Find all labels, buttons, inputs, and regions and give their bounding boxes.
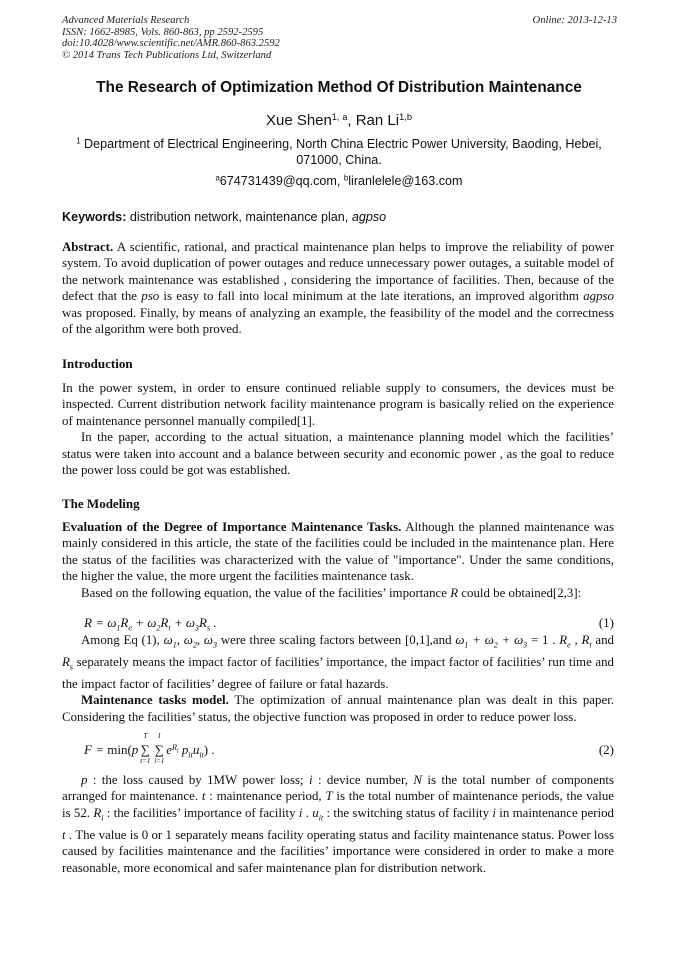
- math-symbol: N: [413, 773, 423, 787]
- equation-body: $R = \omega_1R_e + \omega_2R_t + \omega_3R_s$ .: [84, 615, 217, 633]
- journal-name: Advanced Materials Research: [62, 15, 190, 26]
- paper-title: The Research of Optimization Method Of Distribution Maintenance: [96, 79, 582, 96]
- paragraph-text: is the total number of maintenance periods, the value is 52.: [62, 789, 615, 820]
- section-heading-introduction: Introduction: [62, 356, 133, 371]
- email-line: [0, 174, 678, 188]
- affiliation-number: 1: [76, 136, 81, 146]
- author-separator: ,: [347, 112, 356, 129]
- math-symbol: t: [62, 827, 66, 842]
- author-name: Xue Shen: [265, 112, 332, 129]
- paragraph-text: were three scaling factors between [0,1],and: [216, 633, 456, 647]
- math-symbol: i: [298, 805, 303, 820]
- paragraph-text: Among Eq (1),: [81, 633, 164, 647]
- keywords: [62, 210, 386, 224]
- paragraph-text: : maintenance period,: [205, 789, 326, 804]
- email-address[interactable]: liranlelele@163.com: [348, 174, 463, 188]
- keywords-label: Keywords:: [62, 210, 127, 224]
- paragraph-text: . The value is 0 or 1 separately means facility operating status and facility maintenance status. Power loss caused by facilities maintenance and the facilities’ importance were considered in order to make a more reasonable, more economical and safer maintenance plan for distribution network.: [62, 827, 614, 875]
- paragraph-text: : the facilities’ importance of facility: [103, 805, 299, 820]
- math-symbol: R: [450, 585, 459, 600]
- subsection-label: Evaluation of the Degree of Importance Maintenance Tasks.: [62, 520, 402, 534]
- affiliation: [66, 137, 612, 168]
- abstract: [62, 239, 614, 337]
- paragraph: In the paper, according to the actual situation, a maintenance planning model which the facilities’ status were taken into account and a balance between security and economic power , as the goal to reduce the power loss could be got was established.: [62, 430, 614, 478]
- equation-number: (2): [598, 742, 614, 757]
- math-symbol: p: [81, 773, 88, 787]
- keywords-text: distribution network, maintenance plan,: [129, 210, 352, 224]
- paragraph-text: The optimization of annual maintenance plan was dealt in this paper. Considering the facilities’ status, the objective function was proposed in order to reduce power loss.: [62, 693, 614, 724]
- subsection-label: Maintenance tasks model.: [81, 693, 229, 708]
- abstract-italic: pso: [141, 289, 160, 304]
- abstract-text: is easy to fall into local minimum at the late iterations, an improved algorithm: [159, 289, 584, 304]
- math-symbol: i: [308, 773, 313, 787]
- paragraph: In the power system, in order to ensure continued reliable supply to consumers, the devices must be inspected. Current distribution network facility maintenance program is basically relied on the experience of maintenance personnel manually compiled[1].: [62, 381, 614, 428]
- author-superscript: 1, a: [331, 111, 348, 122]
- modeling-body-2: Among Eq (1), $\omega_1$, $\omega_2$, $\omega_3$ were three scaling factors between [0,1],and $\omega_1 + \omega_2 + \omega_3 = 1$ . $R_e$ , $R_t$ and $R_s$ separately means the impact factor of facilities’ importance, the impact factor of facilities’ run time and the impact factor of facilities’ degree of failure or fatal hazards. Maintenance tasks model. The optimization of annual maintenance plan was dealt in this paper. Considering the facilities’ status, the objective function was proposed in order to reduce power loss.: [62, 633, 614, 724]
- modeling-body: [62, 519, 614, 601]
- author-name: Ran Li: [355, 112, 400, 129]
- abstract-italic: agpso: [583, 289, 614, 304]
- paragraph-text: could be obtained[2,3]:: [458, 585, 582, 600]
- paragraph-text: : device number,: [312, 773, 414, 787]
- math-symbol: T: [325, 789, 333, 804]
- paragraph-text: separately means the impact factor of facilities’ importance, the impact factor of facilities’ run time and the impact factor of facilities’ degree of failure or fatal hazards.: [62, 654, 614, 691]
- modeling-body-3: p : the loss caused by 1MW power loss; i : device number, N is the total number of components arranged for maintenance. t : maintenance period, T is the total number of maintenance periods, the value is 52. $R_i$ : the facilities’ importance of facility i . $u_{it}$ : the switching status of facility i in maintenance period t . The value is 0 or 1 separately means facility operating status and facility maintenance status. Power loss caused by facilities maintenance and the facilities’ importance were considered in order to make a more reasonable, more economical and safer maintenance plan for distribution network.: [62, 773, 615, 875]
- equation-1: [84, 615, 614, 633]
- introduction-body: [62, 380, 614, 478]
- running-header: [62, 15, 617, 61]
- copyright-line: © 2014 Trans Tech Publications Ltd, Switzerland: [62, 49, 272, 61]
- affiliation-text: Department of Electrical Engineering, North China Electric Power University, Baoding, Hebei, 071000, China.: [84, 137, 602, 167]
- section-heading-modeling: The Modeling: [62, 496, 140, 511]
- equation-number: (1): [598, 615, 614, 630]
- paragraph-text: and: [591, 633, 614, 647]
- paragraph-text: .: [302, 805, 313, 820]
- abstract-label: Abstract.: [62, 240, 114, 254]
- issn-line: ISSN: 1662-8985, Vols. 860-863, pp 2592-2595: [62, 26, 264, 38]
- equation-body: F = min(p T ∑ t=1 I ∑ i=1 $e^{R_i}$ $p_{it}u_{it}$) .: [84, 732, 215, 765]
- abstract-text: was proposed. Finally, by means of analyzing an example, the feasibility of the model and the correctness of the algorithm were both proved.: [62, 305, 614, 337]
- abstract-text: A scientific, rational, and practical maintenance plan helps to improve the reliability of power system. To avoid duplication of power outages and reduce unnecessary power outages, a suitable model of the network maintenance was established , considering the importance of facilities. Then, because of the defect that the: [62, 240, 614, 304]
- paragraph-text: = 1 .: [527, 633, 560, 647]
- author-line: [0, 112, 678, 129]
- paragraph-text: Based on the following equation, the value of the facilities’ importance: [81, 585, 451, 600]
- author-superscript: 1,b: [399, 111, 413, 122]
- paragraph-text: is the total number of components arranged for maintenance.: [62, 773, 614, 804]
- paragraph-text: : the switching status of facility: [323, 805, 493, 820]
- online-date: Online: 2013-12-13: [532, 15, 617, 26]
- keywords-italic: agpso: [351, 210, 387, 224]
- email-superscript: a: [215, 173, 220, 183]
- email-address[interactable]: 674731439@qq.com,: [219, 174, 344, 188]
- math-symbol: t: [201, 789, 206, 804]
- paragraph-text: Although the planned maintenance was mainly considered in this article, the state of the facilities could be included in the maintenance plan. Here the status of the facilities was characterized with the value of "importance". Under the same conditions, the higher the value, the more urgent the facilities maintenance task.: [62, 520, 614, 584]
- doi-line: doi:10.4028/www.scientific.net/AMR.860-863.2592: [62, 38, 280, 50]
- email-superscript: b: [343, 173, 349, 183]
- equation-2: [84, 732, 614, 765]
- paragraph-text: : the loss caused by 1MW power loss;: [87, 773, 309, 787]
- paragraph-text: in maintenance period: [495, 805, 614, 820]
- math-symbol: i: [492, 805, 496, 820]
